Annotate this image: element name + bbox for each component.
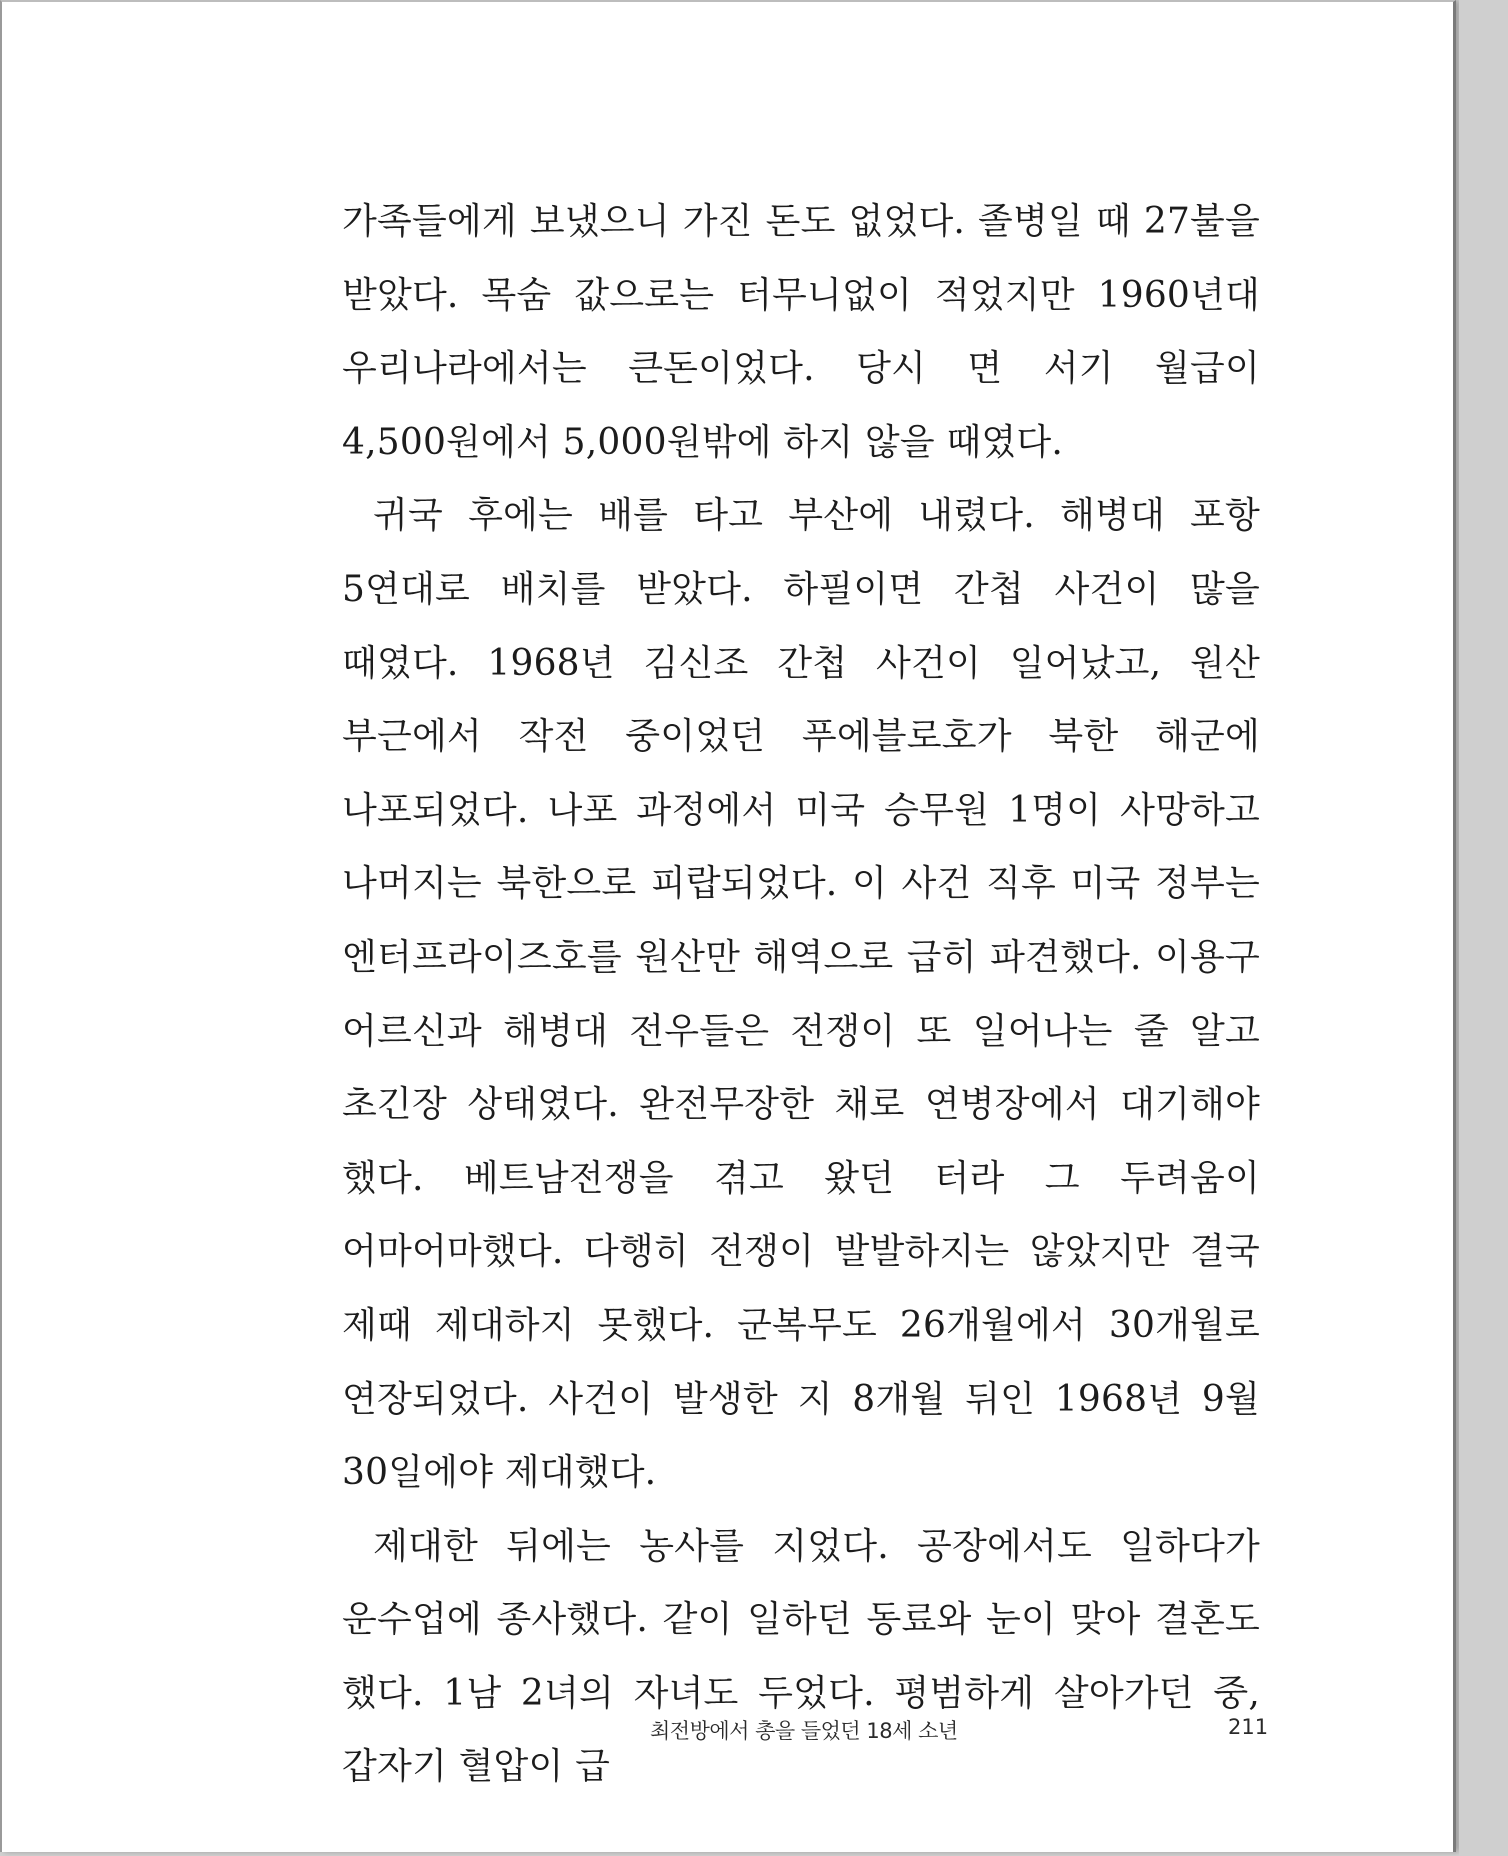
page-number: 211 <box>1228 1715 1269 1739</box>
viewer-background <box>1459 0 1508 1856</box>
running-footer-title: 최전방에서 총을 들었던 18세 소년 <box>650 1719 958 1743</box>
paragraph-1: 가족들에게 보냈으니 가진 돈도 없었다. 졸병일 때 27불을 받았다. 목숨 값으로는 터무니없이 적었지만 1960년대 우리나라에서는 큰돈이었다. 당시 면 서기 월급이 4,500원에서 5,000원밖에 하지 않을 때였다. <box>342 201 1260 463</box>
paragraph-3: 제대한 뒤에는 농사를 지었다. 공장에서도 일하다가 운수업에 종사했다. 같이 일하던 동료와 눈이 맞아 결혼도 했다. 1남 2녀의 자녀도 두었다. 평범하게 살아가던 중, 갑자기 혈압이 급 <box>342 1525 1260 1788</box>
body-text <box>342 185 1260 1804</box>
paragraph-2: 귀국 후에는 배를 타고 부산에 내렸다. 해병대 포항 5연대로 배치를 받았다. 하필이면 간첩 사건이 많을 때였다. 1968년 김신조 간첩 사건이 일어났고, 원산 부근에서 작전 중이었던 푸에블로호가 북한 해군에 나포되었다. 나포 과정에서 미국 승무원 1명이 사망하고 나머지는 북한으로 피랍되었다. 이 사건 직후 미국 정부는 엔터프라이즈호를 원산만 해역으로 급히 파견했다. 이용구 어르신과 해병대 전우들은 전쟁이 또 일어나는 줄 알고 초긴장 상태였다. 완전무장한 채로 연병장에서 대기해야 했다. 베트남전쟁을 겪고 왔던 터라 그 두려움이 어마어마했다. 다행히 전쟁이 발발하지는 않았지만 결국 제때 제대하지 못했다. 군복무도 26개월에서 30개월로 연장되었다. 사건이 발생한 지 8개월 뒤인 1968년 9월 30일에야 제대했다. <box>342 495 1260 1494</box>
